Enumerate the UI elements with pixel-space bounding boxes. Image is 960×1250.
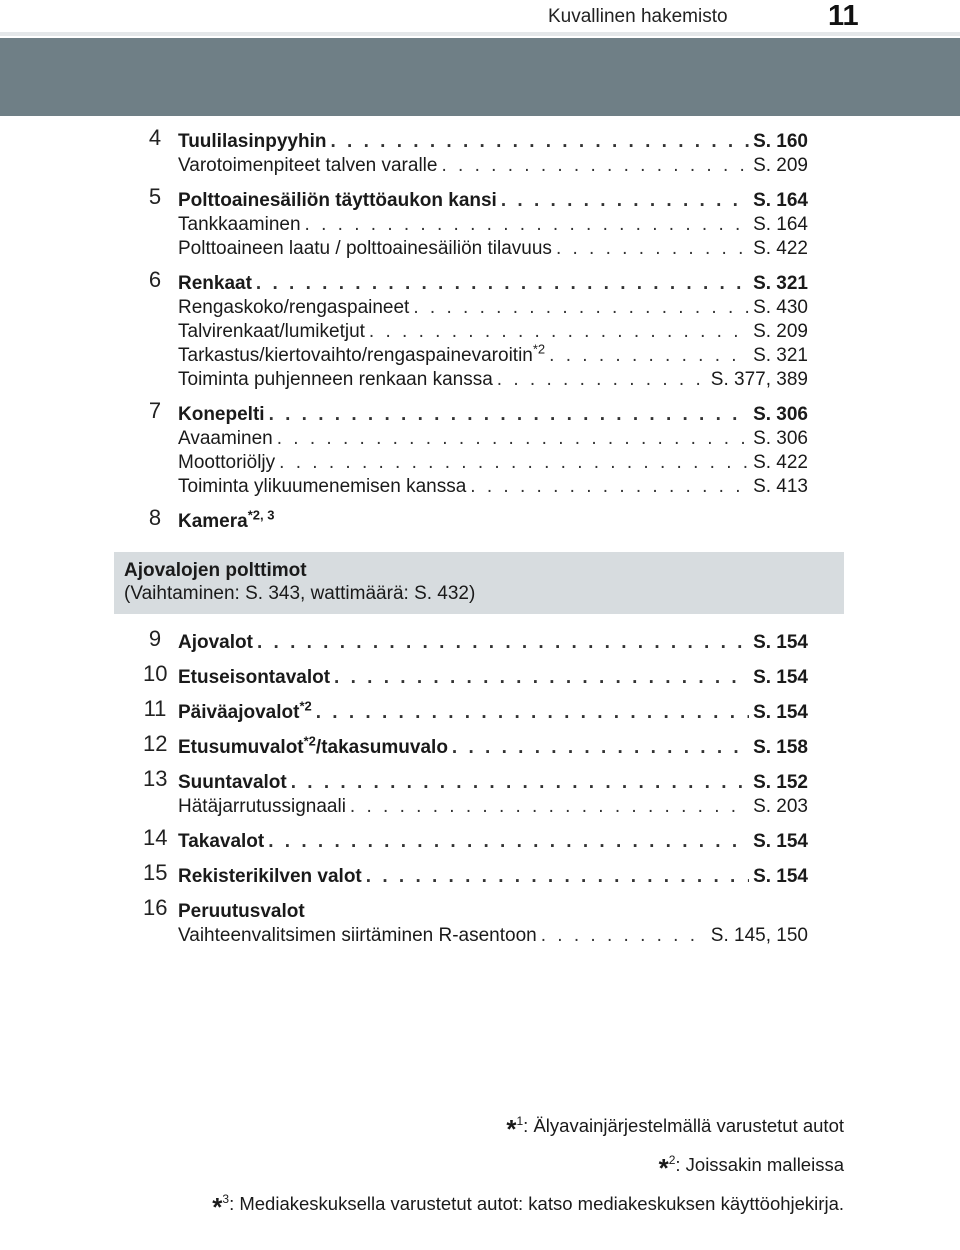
leader-dots — [350, 795, 749, 819]
index-entries-top — [0, 120, 960, 534]
entry-label-text: Moottoriöljy — [178, 452, 276, 473]
index-entry-sub — [178, 795, 808, 819]
entry-label — [178, 189, 497, 213]
page-reference: S. 430 — [753, 297, 808, 318]
index-entry-sub — [178, 924, 808, 948]
entry-label-text: Varotoimenpiteet talven varalle — [178, 155, 438, 176]
index-group — [0, 398, 960, 499]
index-entry-sub — [178, 154, 808, 178]
index-entry-main — [178, 900, 808, 924]
entry-label — [178, 296, 409, 320]
entry-label-text: Polttoainesäiliön täyttöaukon kansi — [178, 190, 497, 211]
entry-label — [178, 701, 312, 725]
entry-label — [178, 320, 365, 344]
page-reference: S. 377, 389 — [710, 369, 808, 390]
entry-label — [178, 900, 305, 924]
entry-label-text: Konepelti — [178, 404, 265, 425]
page-header — [0, 0, 960, 32]
entry-label-text: Etusumuvalot — [178, 737, 304, 758]
footnote-ref: *2 — [299, 701, 312, 714]
leader-dots — [331, 130, 750, 154]
entry-label — [178, 154, 437, 178]
index-entry-main — [178, 830, 808, 854]
index-entry-sub — [178, 320, 808, 344]
entry-label-text: Tuulilasinpyyhin — [178, 131, 327, 152]
index-group — [0, 661, 960, 690]
footnote-star: * — [212, 1192, 223, 1223]
footnote-number: 1 — [516, 1114, 524, 1128]
entry-label — [178, 451, 275, 475]
index-entry-main — [178, 272, 808, 296]
leader-dots — [277, 427, 749, 451]
entry-label-text: Talvirenkaat/lumiketjut — [178, 321, 365, 342]
item-number-badge: 15 — [143, 860, 168, 885]
leader-dots — [366, 865, 749, 889]
entry-label-text: Tankkaaminen — [178, 214, 301, 235]
index-entry-main — [178, 771, 808, 795]
leader-dots — [556, 237, 749, 261]
entry-label — [178, 130, 327, 154]
leader-dots — [470, 475, 749, 499]
index-group — [0, 626, 960, 655]
leader-dots — [549, 344, 749, 368]
page-reference: S. 160 — [753, 131, 808, 152]
entry-label — [178, 771, 287, 795]
chapter-title: Kuvallinen hakemisto — [548, 6, 728, 27]
index-entry-sub — [178, 427, 808, 451]
entry-label-text: Kamera — [178, 511, 248, 532]
item-number-badge: 11 — [143, 696, 167, 721]
entry-label-text: Suuntavalot — [178, 772, 287, 793]
entry-label-text: Rengaskoko/rengaspaineet — [178, 297, 410, 318]
page-reference: S. 158 — [753, 737, 808, 758]
item-number-badge: 4 — [148, 125, 162, 150]
leader-dots — [268, 830, 749, 854]
entry-label-text: Polttoaineen laatu / polttoainesäiliön tilavuus — [178, 238, 552, 259]
index-group — [0, 731, 960, 760]
page-reference: S. 422 — [753, 238, 808, 259]
index-entry-main — [178, 666, 808, 690]
entry-label-text: Päiväajovalot — [178, 702, 300, 723]
footnote-number: 2 — [668, 1153, 676, 1168]
footnotes — [212, 1106, 844, 1223]
leader-dots — [441, 154, 749, 178]
page-reference: S. 209 — [753, 321, 808, 342]
footnote-ref: *2, 3 — [247, 510, 275, 523]
entry-label-text: Etuseisontavalot — [178, 667, 331, 688]
page-reference: S. 164 — [753, 214, 808, 235]
footnote — [212, 1106, 844, 1145]
item-number-badge: 5 — [148, 184, 162, 209]
leader-dots — [316, 701, 749, 725]
entry-label — [178, 510, 274, 534]
footnote-text: : Joissakin malleissa — [675, 1154, 844, 1176]
index-entry-main — [178, 631, 808, 655]
index-entry-sub — [178, 237, 808, 261]
entry-label-text: Vaihteenvalitsimen siirtäminen R-asentoon — [178, 925, 537, 946]
index-entry-main — [178, 865, 808, 889]
index-group — [0, 267, 960, 392]
leader-dots — [256, 272, 749, 296]
header-divider — [0, 32, 960, 36]
page-reference: S. 154 — [753, 831, 808, 852]
entry-label — [178, 427, 273, 451]
page-reference: S. 422 — [753, 452, 808, 473]
index-entry-main — [178, 189, 808, 213]
page-reference: S. 306 — [753, 404, 808, 425]
index-entry-sub — [178, 296, 808, 320]
entry-label-text: Avaaminen — [178, 428, 273, 449]
entry-label-text: Toiminta puhjenneen renkaan kanssa — [178, 369, 493, 390]
index-entry-sub — [178, 213, 808, 237]
header-image-band — [0, 38, 960, 116]
index-entry-main — [178, 701, 808, 725]
item-number-badge: 9 — [148, 626, 162, 651]
item-number-badge: 8 — [148, 505, 162, 530]
page-reference: S. 203 — [753, 796, 808, 817]
entry-label — [178, 272, 252, 296]
entry-label-suffix: /takasumuvalo — [315, 737, 448, 758]
page-reference: S. 413 — [753, 476, 808, 497]
entry-label — [178, 213, 301, 237]
footnote-text: : Mediakeskuksella varustetut autot: katso mediakeskuksen käyttöohjekirja. — [229, 1193, 844, 1215]
leader-dots — [452, 736, 749, 760]
entry-label — [178, 795, 346, 819]
entry-label-text: Ajovalot — [178, 632, 253, 653]
leader-dots — [291, 771, 749, 795]
page-reference: S. 154 — [753, 632, 808, 653]
leader-dots — [305, 213, 750, 237]
index-group — [0, 860, 960, 889]
index-group — [0, 125, 960, 178]
index-group — [0, 505, 960, 534]
page-reference: S. 154 — [753, 667, 808, 688]
section-box — [114, 552, 844, 614]
entry-label — [178, 924, 537, 948]
page-reference: S. 321 — [753, 345, 808, 366]
page-reference: S. 154 — [753, 866, 808, 887]
index-group — [0, 825, 960, 854]
footnote-text: : Älyavainjärjestelmällä varustetut autot — [523, 1115, 844, 1137]
footnote — [212, 1145, 844, 1184]
item-number-badge: 12 — [143, 731, 168, 756]
leader-dots — [501, 189, 749, 213]
leader-dots — [541, 924, 707, 948]
item-number-badge: 14 — [143, 825, 168, 850]
footnote-ref: *2 — [532, 344, 546, 357]
entry-label — [178, 865, 362, 889]
leader-dots — [279, 451, 749, 475]
entry-label — [178, 237, 552, 261]
page-reference: S. 306 — [753, 428, 808, 449]
entry-label — [178, 666, 330, 690]
leader-dots — [369, 320, 749, 344]
entry-label-text: Renkaat — [178, 273, 252, 294]
footnote-star: * — [506, 1114, 517, 1145]
entry-label-text: Takavalot — [178, 831, 265, 852]
index-group — [0, 696, 960, 725]
footnote — [212, 1184, 844, 1223]
index-group — [0, 895, 960, 948]
leader-dots — [497, 368, 707, 392]
index-entry-main — [178, 130, 808, 154]
leader-dots — [413, 296, 749, 320]
item-number-badge: 6 — [148, 267, 162, 292]
entry-label — [178, 631, 253, 655]
index-entry-sub — [178, 368, 808, 392]
leader-dots — [257, 631, 749, 655]
index-entry-main — [178, 510, 808, 534]
leader-dots — [269, 403, 750, 427]
footnote-star: * — [658, 1153, 669, 1184]
index-entries-bottom — [0, 621, 960, 948]
index-entry-main — [178, 736, 808, 760]
footnote-number: 3 — [222, 1192, 230, 1207]
page-reference: S. 154 — [753, 702, 808, 723]
page-reference: S. 152 — [753, 772, 808, 793]
entry-label-text: Peruutusvalot — [178, 901, 305, 922]
index-entry-main — [178, 403, 808, 427]
footnote-ref: *2 — [303, 736, 316, 749]
entry-label — [178, 830, 264, 854]
section-title: Ajovalojen polttimot — [124, 560, 307, 581]
item-number-badge: 7 — [148, 398, 162, 423]
entry-label-text: Tarkastus/kiertovaihto/rengaspainevaroitin — [178, 345, 533, 366]
entry-label — [178, 403, 265, 427]
page-reference: S. 164 — [753, 190, 808, 211]
entry-label-text: Hätäjarrutussignaali — [178, 796, 346, 817]
entry-label — [178, 344, 545, 368]
item-number-badge: 16 — [143, 895, 168, 920]
page-reference: S. 145, 150 — [710, 925, 808, 946]
page-number: 11 — [828, 0, 859, 32]
entry-label — [178, 368, 493, 392]
item-number-badge: 13 — [143, 766, 168, 791]
index-group — [0, 766, 960, 819]
page-reference: S. 209 — [753, 155, 808, 176]
index-entry-sub — [178, 451, 808, 475]
entry-label — [178, 475, 466, 499]
leader-dots — [334, 666, 749, 690]
index-entry-sub — [178, 475, 808, 499]
section-subtitle: (Vaihtaminen: S. 343, wattimäärä: S. 432) — [124, 583, 476, 604]
index-entry-sub — [178, 344, 808, 368]
item-number-badge: 10 — [143, 661, 168, 686]
entry-label-text: Toiminta ylikuumenemisen kanssa — [178, 476, 467, 497]
index-group — [0, 184, 960, 261]
entry-label — [178, 736, 448, 760]
page-reference: S. 321 — [753, 273, 808, 294]
entry-label-text: Rekisterikilven valot — [178, 866, 362, 887]
